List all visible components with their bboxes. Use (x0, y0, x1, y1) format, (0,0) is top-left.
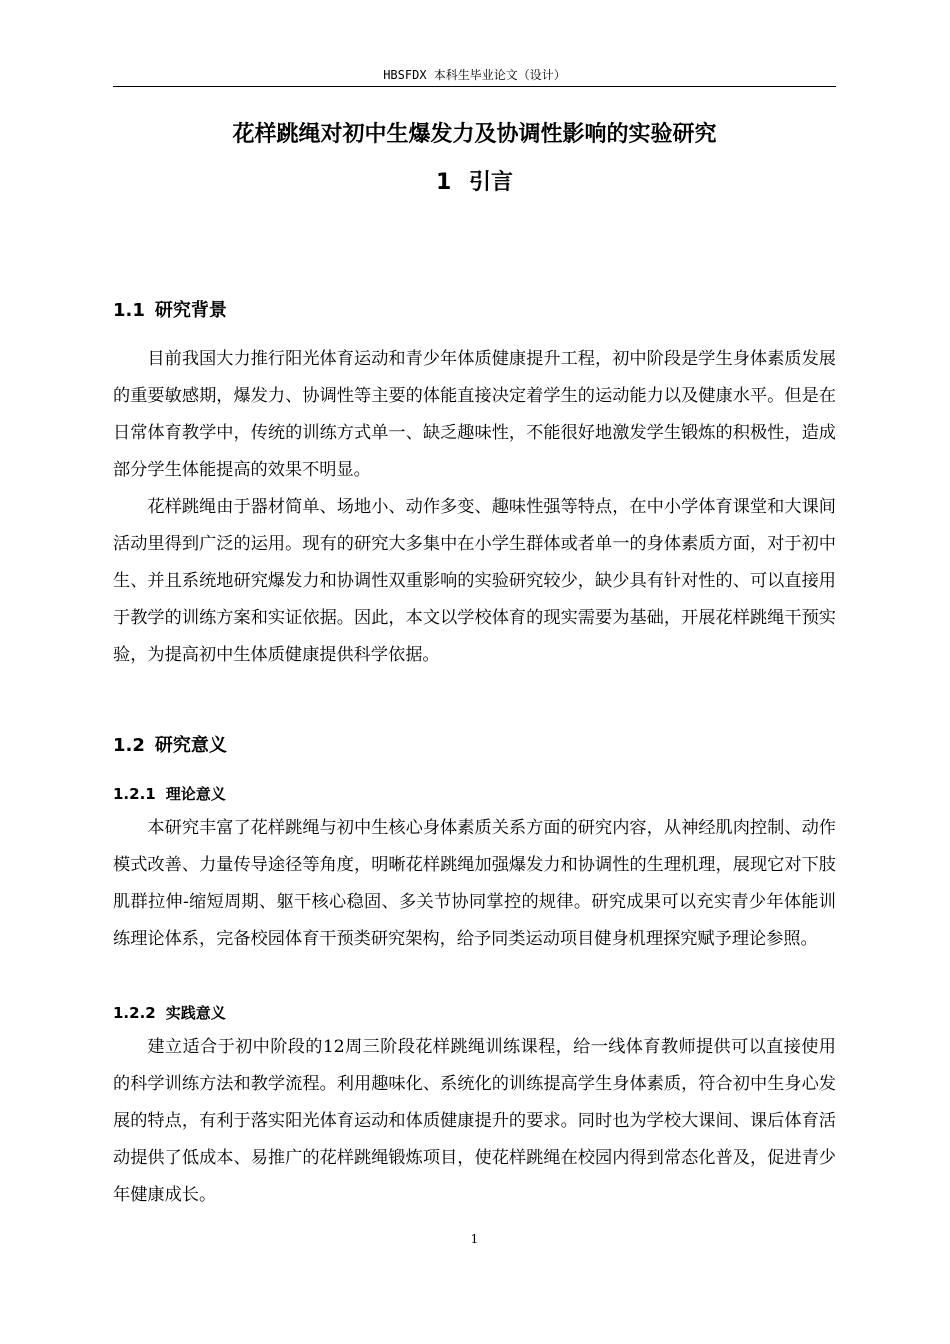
paragraph-background-1: 目前我国大力推行阳光体育运动和青少年体质健康提升工程，初中阶段是学生身体素质发展的重要敏感期，爆发力、协调性等主要的体能直接决定着学生的运动能力以及健康水平。但是在日常体育教学中，传统的训练方式单一、缺乏趣味性，不能很好地激发学生锻炼的积极性，造成部分学生体能提高的效果不明显。 (113, 349, 836, 480)
subsection-title: 实践意义 (165, 1004, 226, 1022)
section-heading-background (113, 296, 227, 322)
document-title: 花样跳绳对初中生爆发力及协调性影响的实验研究 (232, 122, 717, 147)
paragraph-practice: 建立适合于初中阶段的12周三阶段花样跳绳训练课程，给一线体育教师提供可以直接使用的科学训练方法和教学流程。利用趣味化、系统化的训练提高学生身体素质，符合初中生身心发展的特点，有利于落实阳光体育运动和体质健康提升的要求。同时也为学校大课间、课后体育活动提供了低成本、易推广的花样跳绳锻炼项目，使花样跳绳在校园内得到常态化普及，促进青少年健康成长。 (113, 1037, 836, 1205)
chapter-number: 1 (436, 170, 452, 195)
running-header: HBSFDX 本科生毕业论文（设计） (383, 68, 566, 82)
header-rule (113, 86, 836, 87)
page-number: 1 (470, 1232, 479, 1246)
paragraph-theory: 本研究丰富了花样跳绳与初中生核心身体素质关系方面的研究内容，从神经肌肉控制、动作模式改善、力量传导途径等角度，明晰花样跳绳加强爆发力和协调性的生理机理，展现它对下肢肌群拉伸-缩短周期、躯干核心稳固、多关节协同掌控的规律。研究成果可以充实青少年体能训练理论体系，完备校园体育干预类研究架构，给予同类运动项目健身机理探究赋予理论参照。 (113, 818, 836, 949)
subsection-heading-theory (113, 783, 226, 804)
section-number: 1.2 (113, 735, 145, 756)
section-number: 1.1 (113, 300, 145, 321)
section-heading-significance (113, 731, 227, 757)
chapter-heading (113, 165, 836, 196)
section-title: 研究背景 (154, 300, 227, 321)
section-title: 研究意义 (154, 735, 227, 756)
chapter-label: 引言 (468, 170, 513, 195)
subsection-number: 1.2.2 (113, 1004, 156, 1022)
subsection-number: 1.2.1 (113, 785, 156, 803)
subsection-heading-practice (113, 1002, 226, 1023)
subsection-title: 理论意义 (165, 785, 226, 803)
paragraph-background-2: 花样跳绳由于器材简单、场地小、动作多变、趣味性强等特点，在中小学体育课堂和大课间活动里得到广泛的运用。现有的研究大多集中在小学生群体或者单一的身体素质方面，对于初中生、并且系统地研究爆发力和协调性双重影响的实验研究较少，缺少具有针对性的、可以直接用于教学的训练方案和实证依据。因此，本文以学校体育的现实需要为基础，开展花样跳绳干预实验，为提高初中生体质健康提供科学依据。 (113, 497, 836, 665)
